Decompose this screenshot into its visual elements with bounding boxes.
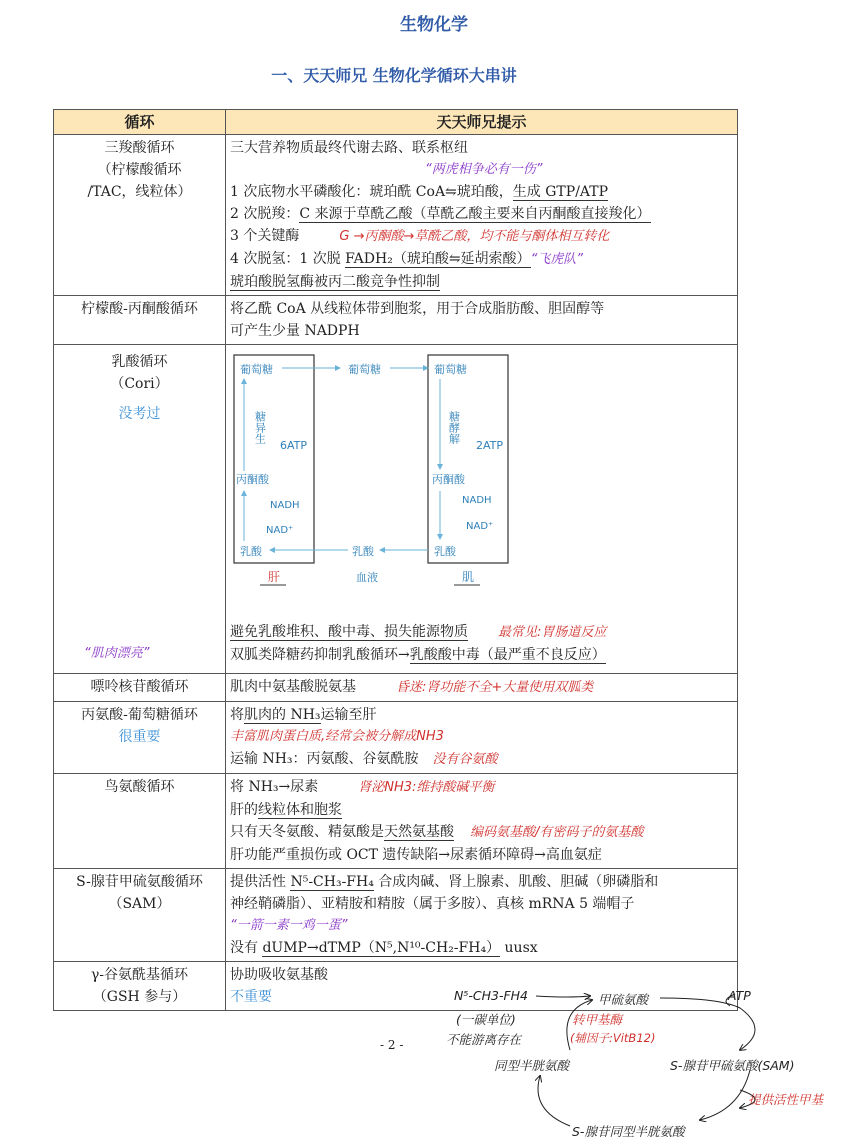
atp6-label: 6ATP bbox=[280, 439, 308, 452]
glucose-label-blood: 葡萄糖 bbox=[348, 363, 381, 376]
handwritten-note: “一箭一素一鸡一蛋” bbox=[230, 918, 348, 933]
text: 运输至肝 bbox=[320, 707, 377, 723]
row-name-lactate bbox=[54, 345, 226, 674]
nad-label: NAD⁺ bbox=[266, 525, 294, 536]
lactate-label-muscle: 乳酸 bbox=[434, 545, 456, 558]
table-row bbox=[54, 869, 738, 962]
sketch-label: 不能游离存在 bbox=[446, 1032, 522, 1047]
underlined-text: 生成 GTP/ATP bbox=[512, 184, 609, 200]
tip-line bbox=[230, 748, 733, 771]
row-name-line: （SAM） bbox=[108, 896, 171, 912]
text: 肝的 bbox=[230, 802, 258, 818]
table-row bbox=[54, 135, 738, 296]
tip-line bbox=[230, 776, 733, 799]
row-tips-lactate bbox=[226, 345, 738, 674]
table-row bbox=[54, 345, 738, 674]
text: 1 次底物水平磷酸化：琥珀酰 CoA⇋琥珀酸， bbox=[230, 184, 513, 200]
handwritten-note: “肌肉漂亮” bbox=[84, 646, 150, 661]
row-name-line: 三羧酸循环 bbox=[104, 140, 175, 156]
sketch-label: S-腺苷甲硫氨酸(SAM) bbox=[670, 1058, 795, 1073]
text: 运输 NH₃：丙氨酸、谷氨酰胺 bbox=[230, 751, 419, 767]
row-name-line: （GSH 参与） bbox=[92, 989, 187, 1005]
tip-line bbox=[230, 181, 733, 203]
sketch-label: 甲硫氨酸 bbox=[598, 992, 649, 1007]
underlined-text: 避免乳酸堆积、酸中毒、损失能源物质 bbox=[230, 624, 468, 640]
underlined-text: 线粒体和胞浆 bbox=[258, 802, 342, 818]
tip-line bbox=[230, 704, 733, 726]
handwritten-note: 昏迷:肾功能不全+大量使用双胍类 bbox=[396, 680, 594, 695]
underlined-text: 天然氨基酸 bbox=[384, 824, 454, 840]
arrow bbox=[567, 1000, 592, 1050]
lactate-label-blood: 乳酸 bbox=[352, 545, 374, 558]
text: 4 次脱氢：1 次脱 bbox=[230, 251, 346, 267]
tip-line bbox=[230, 203, 733, 225]
row-tips-tca bbox=[226, 135, 738, 296]
handwritten-note: G →丙酮酸→草酰乙酸，均不能与酮体相互转化 bbox=[339, 229, 610, 244]
table-row bbox=[54, 674, 738, 702]
row-name-urea: 鸟氨酸循环 bbox=[54, 774, 226, 869]
nadh-label: NADH bbox=[270, 500, 300, 511]
handwritten-note: 编码氨基酸/有密码子的氨基酸 bbox=[470, 825, 644, 840]
tip-line: 将乙酰 CoA 从线粒体带到胞浆，用于合成脂肪酸、胆固醇等 bbox=[230, 301, 605, 317]
arrow bbox=[660, 998, 755, 1050]
tip-line: 三大营养物质最终代谢去路、联系枢纽 bbox=[230, 140, 468, 156]
table-row bbox=[54, 702, 738, 774]
pyruvate-label-liver: 丙酮酸 bbox=[236, 473, 269, 486]
tip-line: 神经鞘磷脂）、亚精胺和精胺（属于多胺）、真核 mRNA 5 端帽子 bbox=[230, 896, 635, 912]
text: 合成肉碱、肾上腺素、肌酸、胆碱（卵磷脂和 bbox=[373, 874, 659, 890]
underlined-text: 乳酸酸中毒 bbox=[409, 647, 480, 663]
text: 没有 bbox=[230, 940, 263, 956]
lactate-label-liver: 乳酸 bbox=[240, 545, 262, 558]
sketch-label: ATP bbox=[728, 988, 751, 1003]
tip-line: 肌肉中氨基酸脱氨基 bbox=[230, 679, 356, 695]
sketch-label: (一碳单位) bbox=[456, 1012, 516, 1027]
arrow bbox=[536, 996, 590, 997]
underlined-text: C 来源于草酰乙酸 bbox=[299, 206, 413, 222]
arrow bbox=[740, 1090, 755, 1108]
glucose-label-muscle: 葡萄糖 bbox=[434, 363, 467, 376]
sketch-label: 提供活性甲基 bbox=[748, 1092, 824, 1107]
glycolysis-label: 糖酵解 bbox=[447, 411, 461, 444]
arrow bbox=[700, 1070, 750, 1120]
header-tips: 天天师兄提示 bbox=[226, 110, 738, 135]
row-name-line: /TAC，线粒体） bbox=[87, 184, 192, 200]
handwritten-note: 肾泌NH3:维持酸碱平衡 bbox=[358, 780, 495, 795]
row-name-purine: 嘌呤核苷酸循环 bbox=[54, 674, 226, 702]
page-number: - 2 - bbox=[380, 1038, 404, 1052]
sketch-label: N⁵-CH3-FH4 bbox=[454, 988, 529, 1003]
handwritten-note: 没考过 bbox=[118, 406, 161, 422]
page-title: 生物化学 bbox=[400, 15, 468, 35]
row-name-line: （柠檬酸循环 bbox=[97, 162, 182, 178]
row-tips-urea bbox=[226, 774, 738, 869]
tip-line: 协助吸收氨基酸 bbox=[230, 967, 328, 983]
muscle-label: 肌 bbox=[462, 570, 475, 584]
row-name-line: γ-谷氨酰基循环 bbox=[90, 967, 189, 983]
handwritten-note: 没有谷氨酸 bbox=[432, 752, 498, 767]
row-tips-alanine bbox=[226, 702, 738, 774]
handwritten-note: 不重要 bbox=[230, 989, 272, 1005]
header-cycle: 循环 bbox=[54, 110, 226, 135]
tip-line bbox=[230, 644, 733, 666]
gluconeogenesis-label: 糖异生 bbox=[253, 411, 267, 444]
underlined-text: （草酰乙酸主要来自丙酮酸直接羧化） bbox=[412, 206, 651, 222]
row-tips-purine bbox=[226, 674, 738, 702]
row-name-line: 乳酸循环 bbox=[111, 354, 168, 370]
text: 3 个关键酶 bbox=[230, 228, 300, 244]
tip-line bbox=[230, 225, 733, 248]
tip-line: 肝功能严重损伤或 OCT 遗传缺陷→尿素循环障碍→高血氨症 bbox=[230, 847, 602, 863]
handwritten-note: “飞虎队” bbox=[530, 252, 584, 267]
cori-cycle-diagram bbox=[230, 351, 530, 619]
text: 将 bbox=[230, 707, 244, 723]
row-name-alanine bbox=[54, 702, 226, 774]
table-row bbox=[54, 774, 738, 869]
underlined-text: 琥珀酸脱氢酶被丙二酸竞争性抑制 bbox=[230, 274, 440, 290]
nad-label: NAD⁺ bbox=[466, 521, 494, 532]
sketch-label: (辅因子:VitB12) bbox=[570, 1031, 656, 1045]
sketch-label: 转甲基酶 bbox=[572, 1012, 623, 1027]
row-name-line: （Cori） bbox=[110, 376, 169, 392]
underlined-text: N⁵-CH₃-FH₄ bbox=[290, 874, 374, 890]
glucose-label-liver: 葡萄糖 bbox=[240, 363, 273, 376]
row-name-sam bbox=[54, 869, 226, 962]
cycle-table bbox=[53, 109, 738, 1011]
sketch-arrows bbox=[440, 980, 868, 1145]
liver-label: 肝 bbox=[268, 570, 281, 584]
tip-line bbox=[230, 621, 733, 644]
underlined-text: dUMP→dTMP（N⁵,N¹⁰-CH₂-FH₄） bbox=[262, 940, 501, 956]
handwritten-note: 很重要 bbox=[118, 729, 161, 745]
nadh-label: NADH bbox=[462, 495, 492, 506]
handwritten-note: “两虎相争必有一伤” bbox=[425, 162, 543, 177]
tip-line bbox=[230, 799, 733, 821]
sketch-label: S-腺苷同型半胱氨酸 bbox=[572, 1124, 685, 1139]
text: 双胍类降糖药抑制乳酸循环→ bbox=[230, 647, 410, 663]
underlined-text: FADH₂（琥珀酸⇋延胡索酸） bbox=[345, 251, 531, 267]
arrow bbox=[538, 1076, 570, 1126]
text: uusx bbox=[504, 940, 538, 956]
text: 2 次脱羧： bbox=[230, 206, 300, 222]
tip-line bbox=[230, 871, 733, 893]
tip-line bbox=[230, 937, 733, 959]
handwritten-note: 丰富肌肉蛋白质,经常会被分解成NH3 bbox=[230, 729, 444, 744]
blood-label: 血液 bbox=[356, 571, 378, 584]
sketch-label: 同型半胱氨酸 bbox=[494, 1058, 570, 1073]
section-title: 一、天天师兄 生物化学循环大串讲 bbox=[271, 66, 517, 85]
row-name-line: S-腺苷甲硫氨酸循环 bbox=[76, 874, 203, 890]
text: 提供活性 bbox=[230, 874, 291, 890]
row-name-gsh bbox=[54, 962, 226, 1011]
text: 将 NH₃→尿素 bbox=[230, 779, 319, 795]
tip-line: 可产生少量 NADPH bbox=[230, 323, 360, 339]
handwritten-note: 最常见:胃肠道反应 bbox=[498, 625, 607, 640]
tip-line bbox=[230, 248, 733, 271]
row-tips-sam bbox=[226, 869, 738, 962]
tip-line bbox=[230, 821, 733, 844]
table-header-row bbox=[54, 110, 738, 135]
underlined-text: （最严重不良反应） bbox=[479, 647, 606, 663]
text: 只有天冬氨酸、精氨酸是 bbox=[230, 824, 384, 840]
row-name-citrate-pyruvate: 柠檬酸-丙酮酸循环 bbox=[54, 296, 226, 345]
row-name-line: 丙氨酸-葡萄糖循环 bbox=[81, 707, 198, 723]
table-row bbox=[54, 296, 738, 345]
row-name-tca bbox=[54, 135, 226, 296]
tip-line bbox=[230, 271, 733, 293]
row-tips-citrate-pyruvate bbox=[226, 296, 738, 345]
pyruvate-label-muscle: 丙酮酸 bbox=[432, 473, 465, 486]
underlined-text: 肌肉的 NH₃ bbox=[244, 707, 321, 723]
atp2-label: 2ATP bbox=[476, 439, 504, 452]
